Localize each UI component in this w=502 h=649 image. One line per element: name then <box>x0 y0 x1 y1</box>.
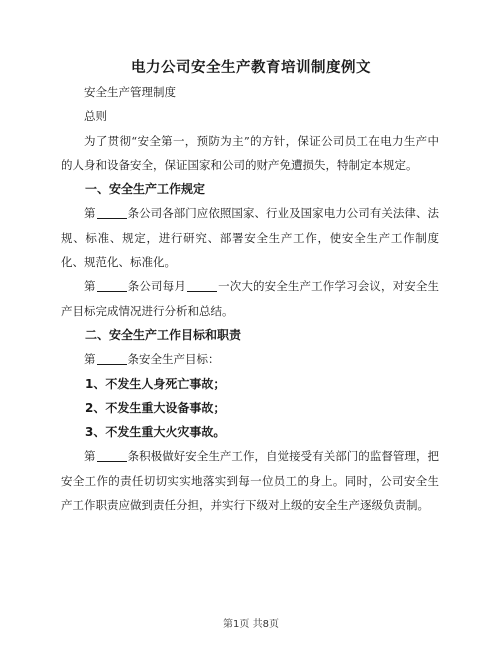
article-number-blank <box>97 449 127 462</box>
section1-paragraph-2 <box>61 274 439 323</box>
goal-item-1: 1、不发生人身死亡事故； <box>85 376 226 391</box>
document-title: 电力公司安全生产教育培训制度例文 <box>131 60 371 76</box>
article-prefix: 第 <box>84 206 96 221</box>
heading-general: 总则 <box>84 109 107 124</box>
section1-paragraph-1 <box>61 201 439 274</box>
article-prefix: 第 <box>84 279 96 294</box>
article-prefix: 第 <box>84 352 96 367</box>
article-text-mid: 条公司每月 <box>127 279 186 294</box>
section1-title: 一、安全生产工作规定 <box>85 182 206 197</box>
article-text: 条积极做好安全生产工作，自觉接受有关部门的监督管理，把安全工作的责任切切实实地落实到每一位员工的身上。同时，公司安全生产工作职责应做到责任分担，并实行下级对上级的安全生产逐级负责制。 <box>61 449 440 513</box>
heading-system: 安全生产管理制度 <box>84 85 176 99</box>
article-text: 条公司各部门应依照国家、行业及国家电力公司有关法律、法规、标准、规定，进行研究、部署安全生产工作，使安全生产工作制度化、规范化、标准化。 <box>61 206 440 270</box>
goal-item-2: 2、不发生重大设备事故； <box>85 400 226 415</box>
article-number-blank <box>97 279 127 292</box>
document-body <box>61 80 439 517</box>
section2-paragraph-2 <box>61 444 439 517</box>
article-number-blank <box>97 206 127 219</box>
section2-title: 二、安全生产工作目标和职责 <box>85 327 242 342</box>
page-number-footer: 第1页 共8页 <box>223 619 279 630</box>
section2-paragraph-1 <box>61 347 439 371</box>
goal-item-3: 3、不发生重大火灾事故。 <box>85 425 226 440</box>
article-text: 条安全生产目标： <box>127 352 220 367</box>
article-prefix: 第 <box>84 449 96 464</box>
article-text: 一次大的安全生产工作学习会议，对安全生产目标完成情况进行分析和总结。 <box>61 279 440 318</box>
intro-paragraph: 为了贯彻“安全第一，预防为主”的方针，保证公司员工在电力生产中的人身和设备安全，保证国家和公司的财产免遭损失，特制定本规定。 <box>61 133 439 172</box>
frequency-blank <box>187 279 217 292</box>
article-number-blank <box>97 352 127 365</box>
